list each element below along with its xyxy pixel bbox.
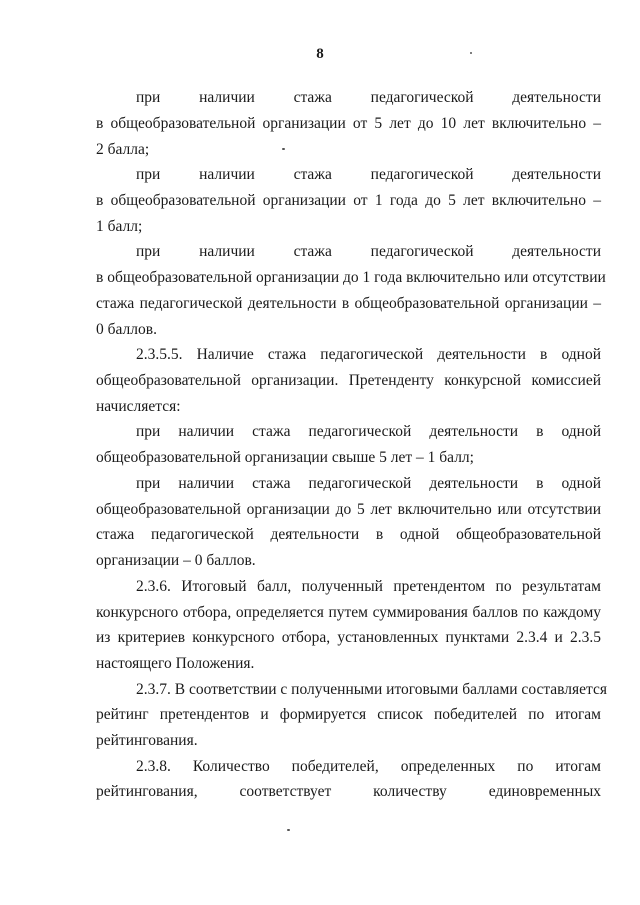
text-line: рейтингования. (96, 732, 198, 749)
text-line: при наличии стажа педагогической деятельности в одной (136, 423, 601, 440)
text-line: 2 балла; (96, 141, 150, 158)
text-line: при наличии стажа педагогической деятельности (136, 243, 601, 260)
text-line: настоящего Положения. (96, 655, 255, 672)
text-line: при наличии стажа педагогической деятельности (136, 166, 601, 183)
text-line: начисляется: (96, 398, 181, 415)
text-line: в общеобразовательной организации от 5 лет до 10 лет включительно – (96, 115, 601, 132)
scan-speck (282, 148, 285, 150)
text-line: стажа педагогической деятельности в одной общеобразовательной (96, 526, 601, 543)
page-number: 8 (316, 46, 324, 62)
text-line: общеобразовательной организации. Претенденту конкурсной комиссией (96, 372, 601, 389)
text-line: организации – 0 баллов. (96, 552, 256, 569)
text-line: 2.3.6. Итоговый балл, полученный претендентом по результатам (136, 578, 601, 595)
text-line: 1 балл; (96, 218, 143, 235)
text-line: 2.3.5.5. Наличие стажа педагогической деятельности в одной (136, 346, 601, 363)
text-line: общеобразовательной организации свыше 5 лет – 1 балл; (96, 449, 474, 466)
text-line: рейтингования, соответствует количеству единовременных (96, 783, 601, 800)
text-line: в общеобразовательной организации до 1 года включительно или отсутствии (96, 269, 606, 286)
text-line: общеобразовательной организации до 5 лет включительно или отсутствии (96, 501, 601, 518)
scan-speck (287, 829, 290, 831)
text-line: 2.3.8. Количество победителей, определенных по итогам (136, 758, 601, 775)
text-line: рейтинг претендентов и формируется список победителей по итогам (96, 706, 601, 723)
text-line: стажа педагогической деятельности в общеобразовательной организации – (96, 295, 601, 312)
text-line: конкурсного отбора, определяется путем суммирования баллов по каждому (96, 604, 601, 621)
text-line: из критериев конкурсного отбора, установленных пунктами 2.3.4 и 2.3.5 (96, 629, 601, 646)
text-line: при наличии стажа педагогической деятельности в одной (136, 475, 601, 492)
text-line: 2.3.7. В соответствии с полученными итоговыми баллами составляется (136, 681, 608, 698)
text-line: 0 баллов. (96, 321, 157, 338)
text-line: при наличии стажа педагогической деятельности (136, 89, 601, 106)
scan-speck (470, 52, 472, 54)
text-line: в общеобразовательной организации от 1 года до 5 лет включительно – (96, 192, 601, 209)
